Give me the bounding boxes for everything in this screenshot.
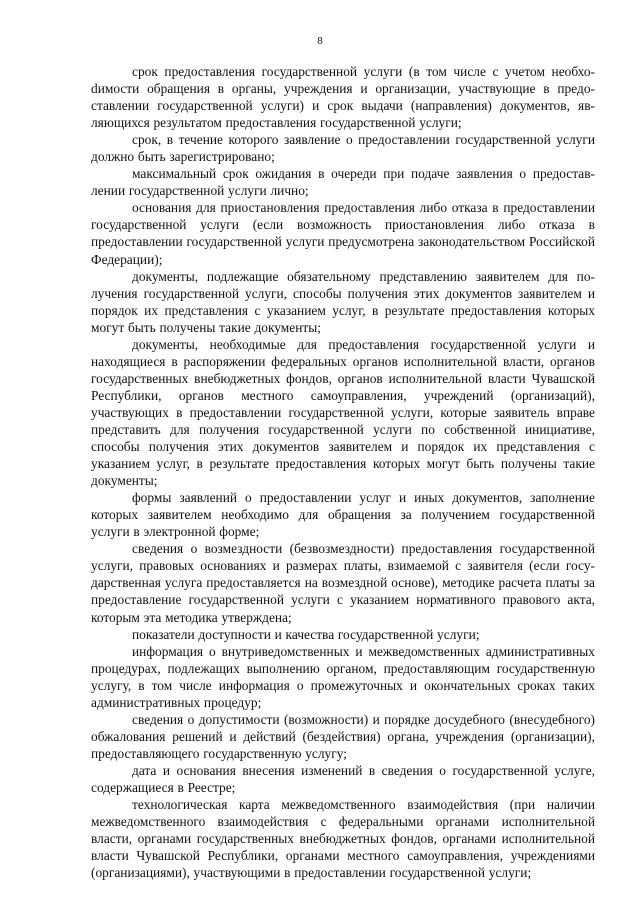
document-body	[91, 63, 595, 881]
paragraph-quality-indicators: показатели доступности и качества государственной услуги;	[132, 626, 480, 642]
paragraph-interaction-map: технологическая карта межведомственного взаимодействия (при наличии межведомственного взаимодействия с федеральными органами исполнительной власти, органами государственных внебюджетных фондов, органами исполнительной власти Чувашской Республики, органами местного самоуправления, учреждениями (организациями), участвующими в предоставлении государственной услуги;	[91, 797, 595, 881]
paragraph-service-term: срок предоставления государственной услуги (в том числе с учетом необхоdимости обращения в органы, учреждения и организации, участвующие в предоставлении государственной услуги) и срок выдачи (направления) документов, являющихся результатом предоставления государственной услуги;	[91, 64, 595, 131]
paragraph-agency-held-documents: документы, необходимые для предоставления государственной услуги и находящиеся в распоряжении федеральных органов исполнительной власти, органов государственных внебюджетных фондов, органов исполнительной власти Чувашской Республики, органов местного самоуправления, учреждений (организаций), участвующих в предоставлении государственной услуги, которые заявитель вправе представить для получения государственной услуги по собственной инициативе, способы получения этих документов заявителем и порядок их представления с указанием услуг, в результате предоставления которых могут быть получены такие документы;	[91, 336, 595, 489]
paragraph-appeal-procedure: сведения о допустимости (возможности) и порядке досудебного (внесудебного) обжалования решений и действий (бездействия) органа, учреждения (организации), предоставляющего государственную услугу;	[91, 711, 595, 761]
paragraph-fee-information: сведения о возмездности (безвозмездности) предоставления государственной услуги, правовых основаниях и размерах платы, взимаемой с заявителя (если государственная услуга предоставляется на возмездной основе), методике расчета платы за предоставление государственной услуги с указанием нормативного правового акта, которым эта методика утверждена;	[91, 541, 595, 625]
paragraph-mandatory-documents: документы, подлежащие обязательному представлению заявителем для получения государственной услуги, способы получения этих документов заявителем и порядок их представления с указанием услуг, в результате предоставления которых могут быть получены такие документы;	[91, 268, 595, 335]
page-number: 8	[317, 35, 323, 47]
paragraph-registration-term: срок, в течение которого заявление о предоставлении государственной услуги должно быть зарегистрировано;	[91, 132, 595, 165]
paragraph-application-forms: формы заявлений о предоставлении услуг и иных документов, заполнение которых заявителем необходимо для обращения за получением государственной услуги в электронной форме;	[91, 490, 595, 540]
paragraph-registry-changes: дата и основания внесения изменений в сведения о государственной услуге, содержащиеся в Реестре;	[91, 762, 595, 795]
paragraph-administrative-procedures: информация о внутриведомственных и межведомственных административных процедурах, подлежащих выполнению органом, предоставляющим государственную услугу, в том числе информация о промежуточных и окончательных сроках таких административных процедур;	[91, 643, 595, 710]
paragraph-queue-wait-time: максимальный срок ожидания в очереди при подаче заявления о предоставлении государственной услуги лично;	[91, 166, 595, 199]
paragraph-suspension-grounds: основания для приостановления предоставления либо отказа в предоставлении государственной услуги (если возможность приостановления либо отказа в предоставлении государственной услуги предусмотрена законодательством Российской Федерации);	[91, 200, 595, 267]
